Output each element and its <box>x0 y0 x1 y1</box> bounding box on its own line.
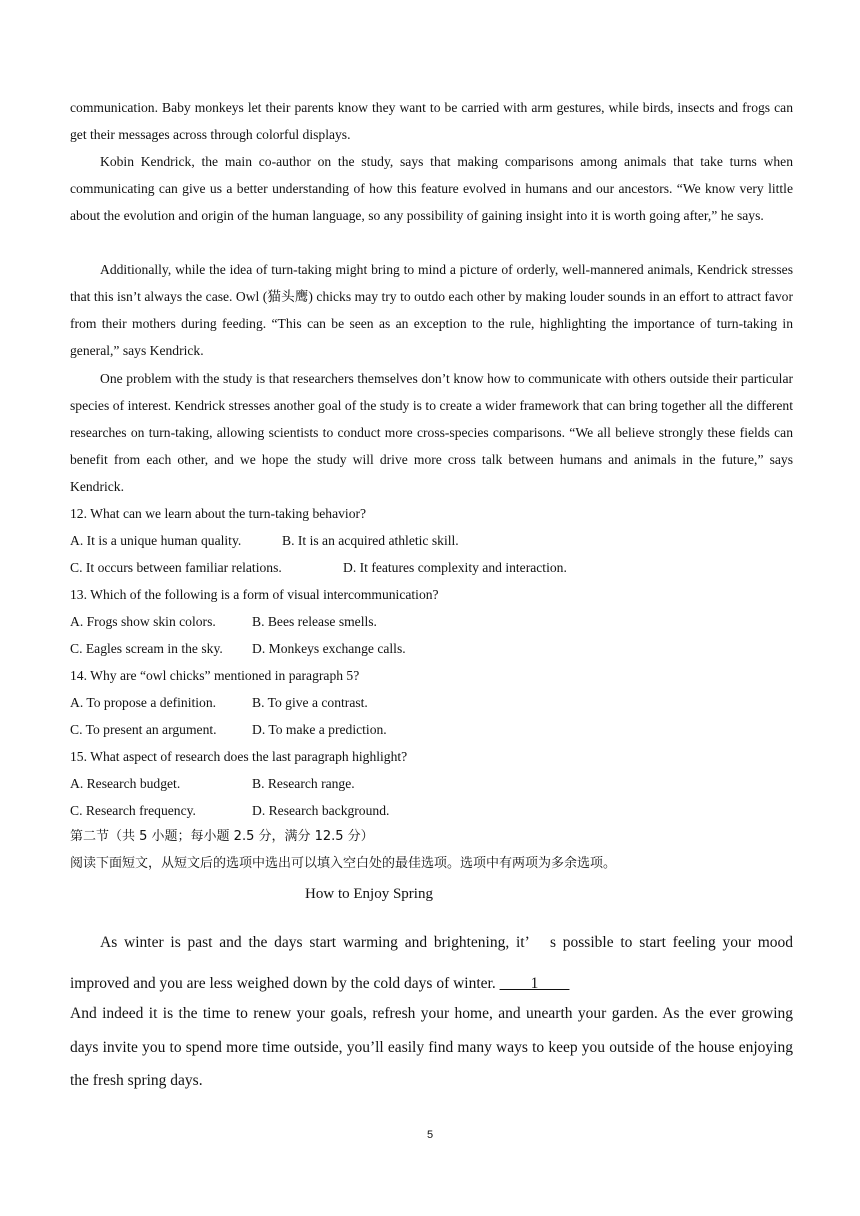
option-15b: B. Research range. <box>252 776 355 791</box>
question-15-options-row1 <box>70 774 355 794</box>
question-14-options-row2 <box>70 720 387 740</box>
passage-paragraph <box>70 922 793 1098</box>
passage-text-part1: As winter is past and the days start warming and brightening, it’ s possible to start feeling your mood improved and you are less weighed down by the cold days of winter. <box>70 934 793 992</box>
option-13d: D. Monkeys exchange calls. <box>252 641 406 656</box>
passage-lines-3-5: And indeed it is the time to renew your goals, refresh your home, and unearth your garden. As the ever growing days invite you to spend more time outside, you’ll easily find many ways to keep you outside of the house enjoying the fresh spring days. <box>70 1005 793 1089</box>
page-number: 5 <box>426 1129 434 1141</box>
question-14-options-row1 <box>70 693 368 713</box>
question-12-options-row1 <box>70 531 459 551</box>
section-2-header: 第二节（共 5 小题；每小题 2.5 分，满分 12.5 分） <box>70 829 374 844</box>
option-13b: B. Bees release smells. <box>252 614 377 629</box>
question-12-options-row2 <box>70 558 567 578</box>
question-13-options-row2 <box>70 639 406 659</box>
question-12-stem: 12. What can we learn about the turn-taking behavior? <box>70 506 367 521</box>
section-2-instruction: 阅读下面短文，从短文后的选项中选出可以填入空白处的最佳选项。选项中有两项为多余选项。 <box>70 856 617 871</box>
option-15d: D. Research background. <box>252 803 390 818</box>
option-12c: C. It occurs between familiar relations. <box>70 560 282 575</box>
paragraph-continued: communication. Baby monkeys let their parents know they want to be carried with arm gestures, while birds, insects and frogs can get their messages across through colorful displays. <box>70 100 793 142</box>
option-15c: C. Research frequency. <box>70 803 196 818</box>
paragraph-5: One problem with the study is that researchers themselves don’t know how to communicate with others outside their particular species of interest. Kendrick stresses another goal of the study is to create a wider framework that can bring together all the different researches on turn-taking, allowing scientists to conduct more cross-species comparisons. “We all believe strongly these fields can benefit from each other, and we hope the study will drive more cross talk between humans and animals in the future,” says Kendrick. <box>70 371 793 494</box>
passage-lines-1-2 <box>70 922 793 1004</box>
option-14c: C. To present an argument. <box>70 722 217 737</box>
question-13-options-row1 <box>70 612 377 632</box>
question-14-stem: 14. Why are “owl chicks” mentioned in paragraph 5? <box>70 668 360 683</box>
option-14b: B. To give a contrast. <box>252 695 368 710</box>
paragraph-3: Kobin Kendrick, the main co-author on the study, says that making comparisons among animals that take turns when communicating can give us a better understanding of how this feature evolved in humans and our ancestors. “We know very little about the evolution and origin of the human language, so any possibility of gaining insight into it is worth going after,” he says. <box>70 154 793 223</box>
question-13-stem: 13. Which of the following is a form of visual intercommunication? <box>70 587 439 602</box>
blank-1: ____1____ <box>499 975 570 992</box>
option-15a: A. Research budget. <box>70 776 181 791</box>
option-12b: B. It is an acquired athletic skill. <box>282 533 459 548</box>
paragraph-4: Additionally, while the idea of turn-taking might bring to mind a picture of orderly, well-mannered animals, Kendrick stresses that this isn’t always the case. Owl (猫头鹰) chicks may try to outdo each other by making louder sounds in an effort to attract favor from their mothers during feeding. “This can be seen as an exception to the rule, highlighting the importance of turn-taking in general,” says Kendrick. <box>70 262 793 358</box>
option-12a: A. It is a unique human quality. <box>70 533 242 548</box>
option-14d: D. To make a prediction. <box>252 722 387 737</box>
option-13c: C. Eagles scream in the sky. <box>70 641 223 656</box>
question-15-options-row2 <box>70 801 389 821</box>
question-15-stem: 15. What aspect of research does the last paragraph highlight? <box>70 749 408 764</box>
option-13a: A. Frogs show skin colors. <box>70 614 216 629</box>
option-14a: A. To propose a definition. <box>70 695 217 710</box>
option-12d: D. It features complexity and interaction. <box>343 560 567 575</box>
passage-title: How to Enjoy Spring <box>305 886 433 902</box>
